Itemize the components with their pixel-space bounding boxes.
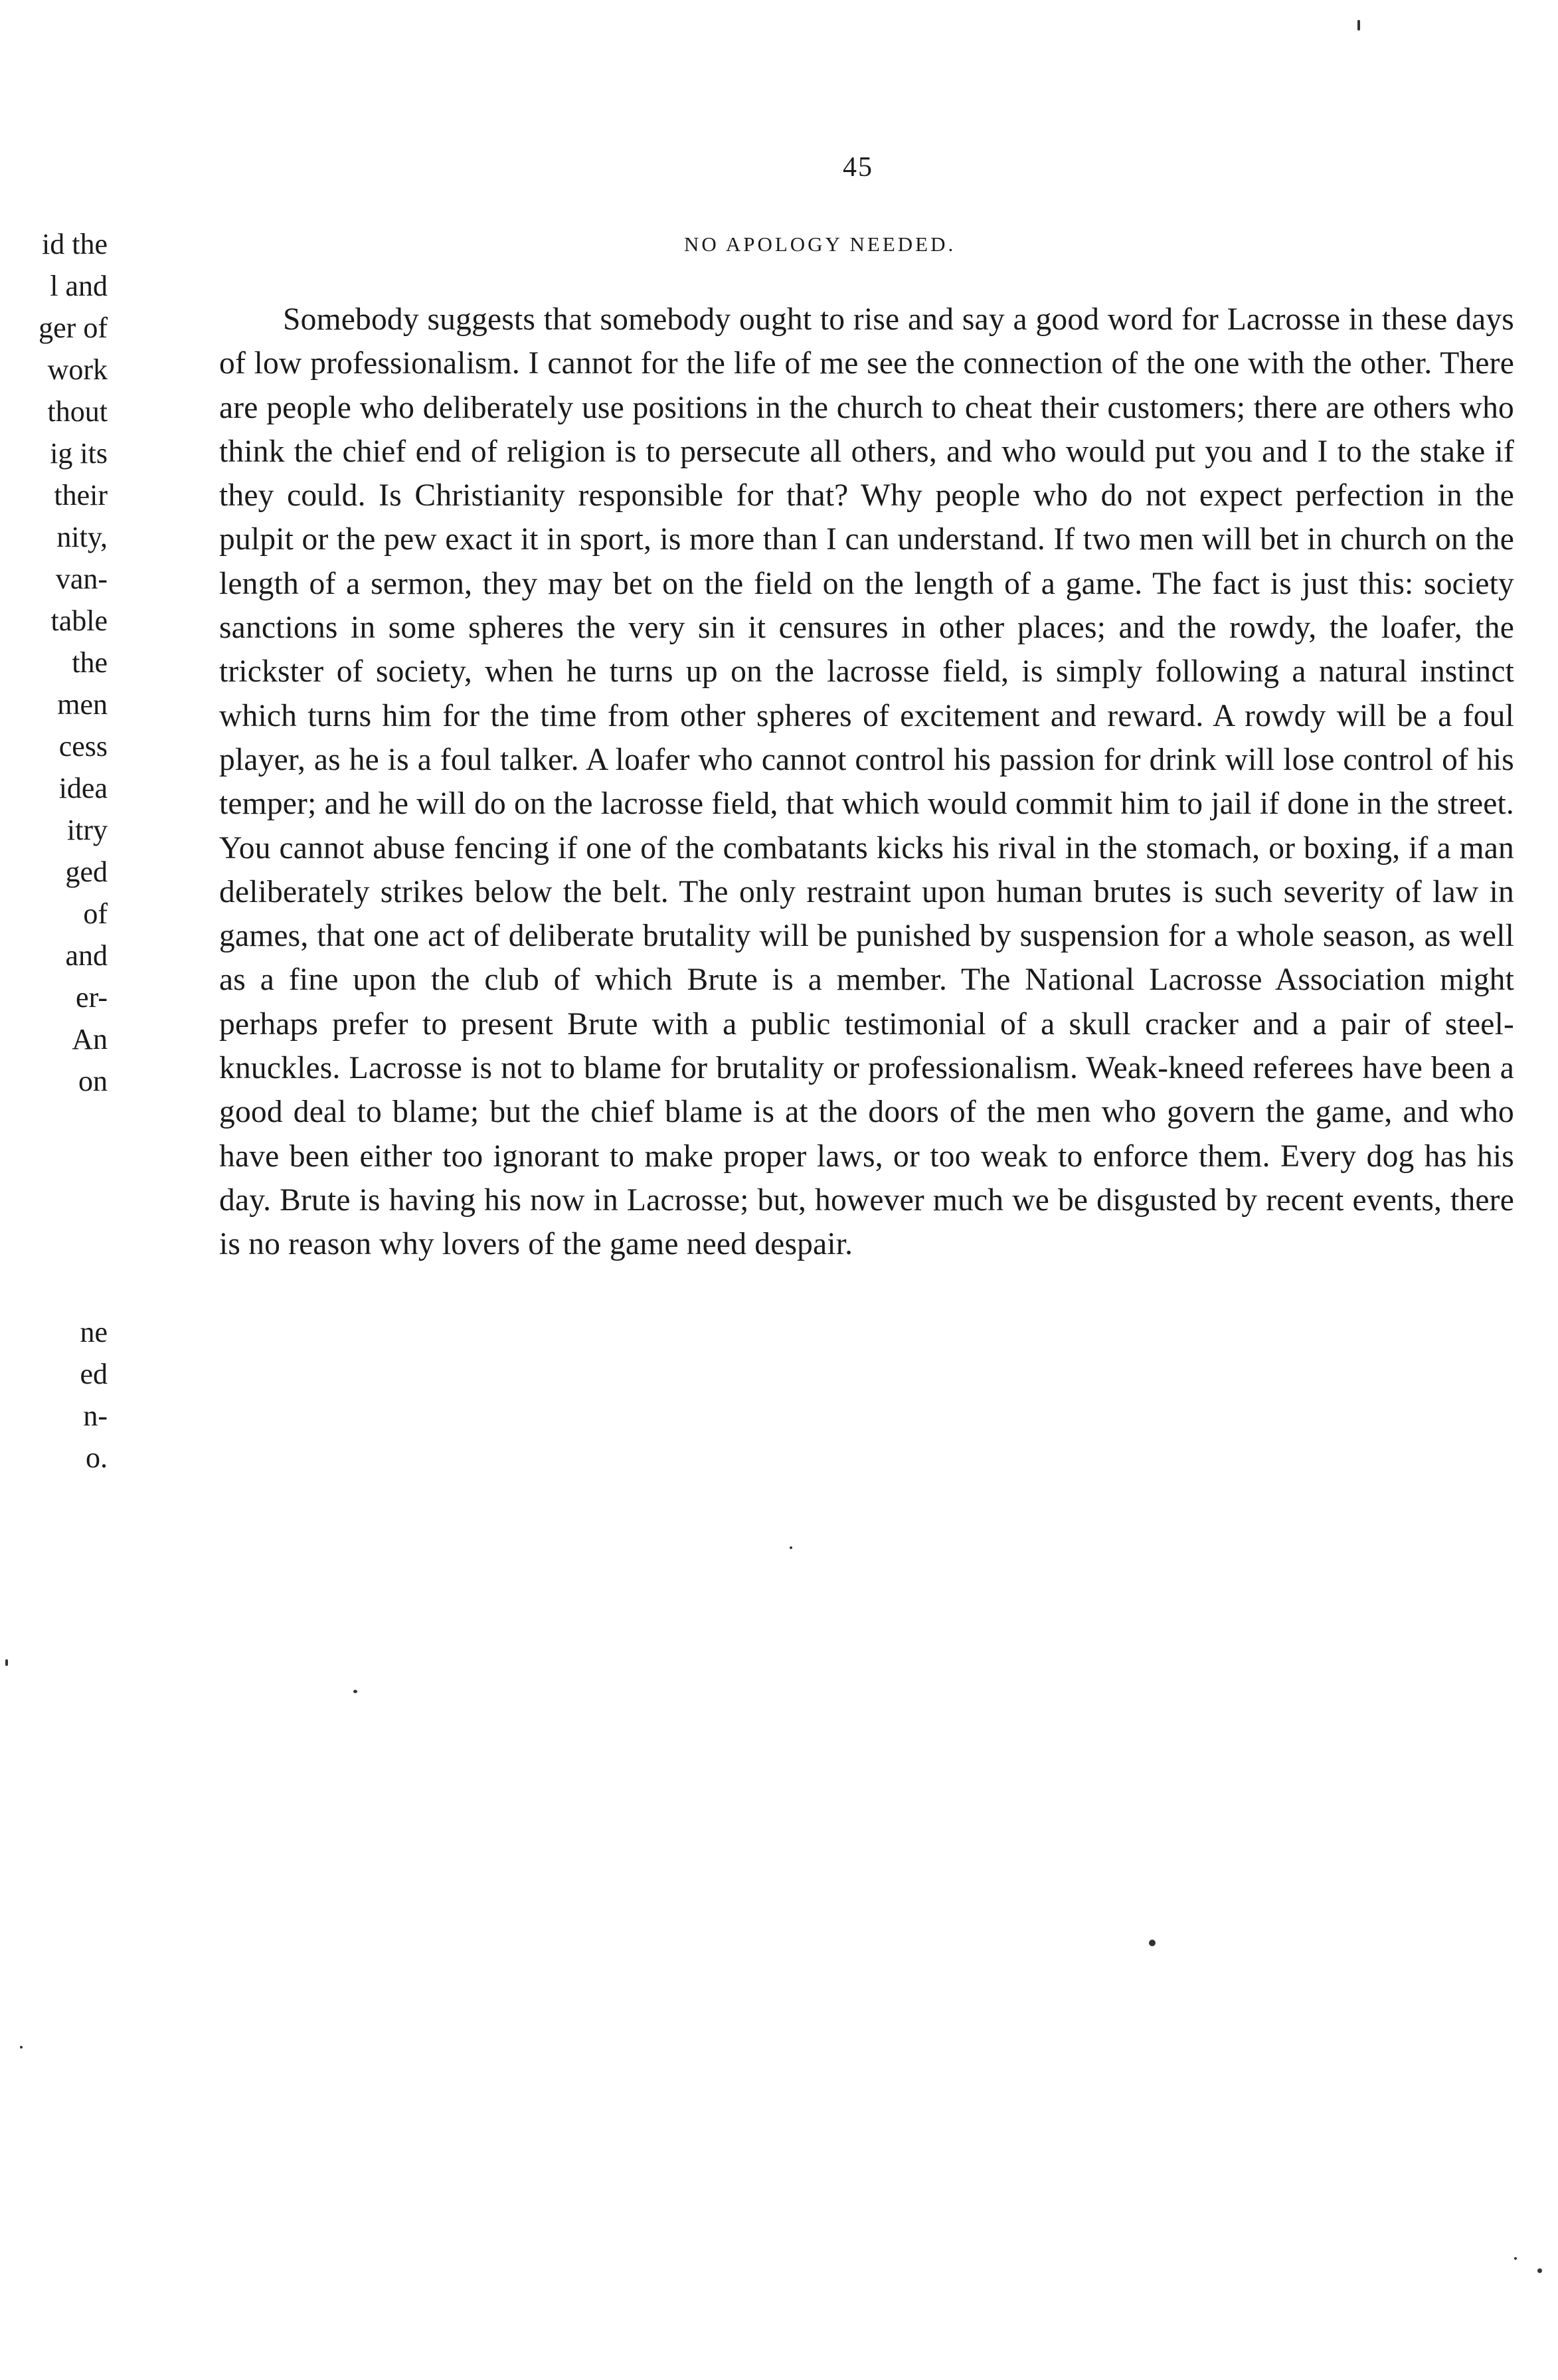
facing-page-fragment: An: [72, 1023, 108, 1055]
article-title: NO APOLOGY NEEDED.: [684, 232, 956, 256]
facing-page-fragment: of: [83, 897, 108, 930]
facing-page-fragment: their: [54, 479, 108, 511]
facing-page-fragment: itry: [66, 814, 108, 846]
facing-page-fragment: van-: [55, 563, 108, 595]
facing-page-fragment: ed: [80, 1358, 108, 1390]
facing-page-fragment: n-: [83, 1400, 108, 1432]
facing-page-fragment: ged: [65, 856, 108, 888]
article-body: Somebody suggests that somebody ought to rise and say a good word for Lacrosse in these days of low professionalism. I cannot for the life of me see the connection of the one with the other. There are people who deliberately use positions in the church to cheat their customers; there are others who think the chief end of religion is to persecute all others, and who would put you and I to the stake if they could. Is Christianity responsible for that? Why people who do not expect perfection in the pulpit or the pew exact it in sport, is more than I can understand. If two men will bet in church on the length of a sermon, they may bet on the field on the length of a game. The fact is just this: society sanctions in some spheres the very sin it censures in other places; and the rowdy, the loafer, the trickster of society, when he turns up on the lacrosse field, is simply following a natural instinct which turns him for the time from other spheres of excitement and reward. A rowdy will be a foul player, as he is a foul talker. A loafer who cannot control his passion for drink will lose control of his temper; and he will do on the lacrosse field, that which would commit him to jail if done in the street. You cannot abuse fencing if one of the combatants kicks his rival in the stomach, or boxing, if a man deliberately strikes below the belt. The only restraint upon human brutes is such severity of law in games, that one act of deliberate brutality will be punished by suspension for a whole season, as well as a fine upon the club of which Brute is a member. The National Lacrosse Association might perhaps prefer to present Brute with a public testimonial of a skull cracker and a pair of steel-knuckles. Lacrosse is not to blame for brutality or professionalism. Weak-kneed referees have been a good deal to blame; but the chief blame is at the doors of the men who govern the game, and who have been either too ignorant to make proper laws, or too weak to enforce them. Every dog has his day. Brute is having his now in Lacrosse; but, however much we be disgusted by recent events, there is no reason why lovers of the game need despair.: [219, 302, 1514, 1262]
facing-page-fragment: ne: [80, 1316, 108, 1348]
ink-speck: [353, 1690, 357, 1693]
ink-speck: [1149, 1940, 1156, 1946]
facing-page-fragment: nity,: [56, 521, 108, 553]
facing-page-fragment: l and: [50, 270, 108, 302]
facing-page-fragment: and: [65, 939, 108, 972]
facing-page-fragment: idea: [58, 772, 108, 804]
facing-page-fragment: er-: [76, 981, 108, 1014]
ink-speck: [20, 2046, 23, 2049]
facing-page-fragment: thout: [47, 395, 108, 428]
facing-page-fragment: men: [57, 688, 108, 721]
page-number: 45: [843, 152, 873, 183]
facing-page-fragment: cess: [58, 730, 108, 763]
ink-speck: [1357, 20, 1360, 31]
ink-speck: [1537, 2268, 1542, 2273]
facing-page-fragment: the: [72, 646, 108, 679]
facing-page-fragment: on: [78, 1065, 108, 1097]
facing-page-fragment: work: [47, 353, 108, 386]
facing-page-fragment: table: [50, 604, 108, 637]
facing-page-fragment: id the: [42, 228, 108, 260]
facing-page-fragment: ig its: [50, 437, 108, 470]
ink-speck: [5, 1659, 8, 1666]
ink-speck: [790, 1546, 792, 1549]
facing-page-fragment: o.: [86, 1441, 108, 1474]
ink-speck: [1514, 2257, 1517, 2260]
facing-page-fragment: ger of: [39, 312, 108, 344]
